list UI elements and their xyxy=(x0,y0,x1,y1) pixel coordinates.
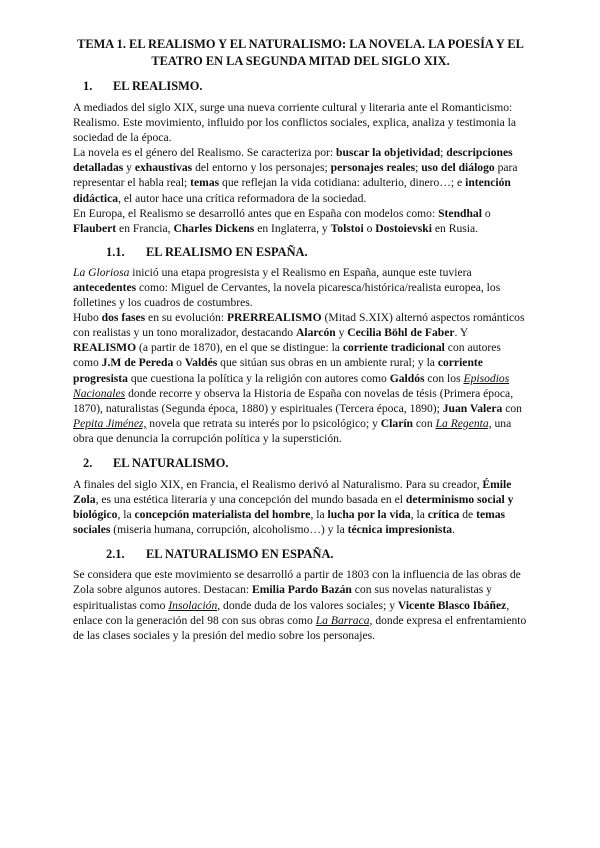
section-heading-text: EL NATURALISMO EN ESPAÑA. xyxy=(146,547,334,562)
section-number: 2. xyxy=(83,455,93,470)
bold-term: crítica xyxy=(427,508,460,522)
author-name: Juan Valera xyxy=(442,401,503,415)
document-page xyxy=(73,36,528,643)
author-name: Vicente Blasco Ibáñez xyxy=(397,598,507,612)
author-name: Tolstoi xyxy=(330,221,364,235)
text-run: donde recorre y observa la Historia de España con novelas de tésis (Primera época, 1870), naturalistas (Segunda época, 1880) y espirituales (Tercera época, 1890); xyxy=(73,386,514,415)
bold-term: corriente progresista xyxy=(73,356,483,385)
text-run: y xyxy=(123,161,135,175)
text-run: en Rusia. xyxy=(431,221,479,235)
text-run: en su evolución: xyxy=(145,311,227,325)
text-run: A finales del siglo XIX, en Francia, el Realismo derivó al Naturalismo. Para su creador, xyxy=(73,477,483,491)
text-run: inició una etapa progresista y el Realismo en España, aunque este tuviera xyxy=(129,265,472,279)
author-name: Alarcón xyxy=(295,326,336,340)
paragraph-realismo-novela xyxy=(73,145,528,205)
text-run: . xyxy=(452,523,456,537)
section-heading-text: EL REALISMO. xyxy=(113,79,203,93)
text-run: con los xyxy=(424,371,464,385)
section-heading-realismo-espana xyxy=(73,244,528,260)
work-title: La Regenta, xyxy=(435,416,492,430)
author-name: Clarín xyxy=(380,416,414,430)
text-run: , la xyxy=(117,508,135,522)
paragraph-fases xyxy=(73,310,528,446)
text-run: y xyxy=(335,326,348,340)
bold-term: PRERREALISMO xyxy=(226,311,322,325)
work-title: Insolación, xyxy=(168,598,221,612)
section-heading-text: EL REALISMO EN ESPAÑA. xyxy=(146,244,308,259)
bold-term: dos fases xyxy=(101,311,146,325)
bold-term: personajes reales xyxy=(330,161,416,175)
section-number: 2.1. xyxy=(106,547,125,562)
text-run: En Europa, el Realismo se desarrolló antes que en España con modelos como: xyxy=(73,206,439,220)
paragraph-naturalismo-espana xyxy=(73,567,528,642)
text-run: en Francia, xyxy=(116,221,174,235)
section-number: 1.1. xyxy=(106,244,125,259)
section-heading-naturalismo-espana xyxy=(73,546,528,562)
bold-term: lucha por la vida xyxy=(327,508,411,522)
author-name: Galdós xyxy=(389,371,425,385)
bold-term: temas xyxy=(190,176,220,190)
section-heading-naturalismo xyxy=(73,455,528,471)
bold-term: técnica impresionista xyxy=(347,523,453,537)
bold-term: corriente tradicional xyxy=(342,341,445,355)
text-run: , es una estética literaria y una concepción del mundo basada en el xyxy=(95,493,406,507)
bold-term: descripciones detalladas xyxy=(73,146,513,175)
section-heading-text: EL NATURALISMO. xyxy=(113,455,229,470)
text-run: (a partir de 1870), en el que se distingue: la xyxy=(136,341,343,355)
bold-term: intención didáctica xyxy=(73,176,511,205)
author-name: Emilia Pardo Bazán xyxy=(252,583,352,597)
text-run: o xyxy=(481,206,491,220)
author-name: J.M de Pereda xyxy=(101,356,174,370)
text-run: que sitúan sus obras en un ambiente rural; y la xyxy=(217,356,438,370)
author-name: Flaubert xyxy=(73,221,117,235)
text-run: que reflejan la vida cotidiana: adulterio, dinero…; e xyxy=(219,176,466,190)
document-title: TEMA 1. EL REALISMO Y EL NATURALISMO: LA NOVELA. LA POESÍA Y EL TEATRO EN LA SEGUNDA MITAD DEL SIGLO XIX. xyxy=(77,37,524,68)
text-run: como: Miguel de Cervantes, la novela picaresca/histórica/realista europea, los folletines y los cuadros de costumbres. xyxy=(73,280,501,310)
bold-term: buscar la objetividad xyxy=(336,146,441,160)
bold-term: determinismo social y biológico xyxy=(73,493,514,522)
text-run: Se considera que este movimiento se desarrolló a partir de 1803 con la influencia de las obras de Zola sobre algunos autores. Destacan: xyxy=(73,568,521,597)
text-run: con sus novelas naturalistas y espiritualistas como xyxy=(73,583,492,612)
bold-term: REALISMO xyxy=(73,341,137,355)
section-number: 1. xyxy=(83,79,93,93)
text-run: ; xyxy=(415,161,422,175)
author-name: Stendhal xyxy=(438,206,482,220)
paragraph-gloriosa xyxy=(73,265,528,310)
text-run: para representar el habla real; xyxy=(73,161,518,190)
author-name: Charles Dickens xyxy=(173,221,255,235)
text-run: una obra que denuncia la corrupción política y la superstición. xyxy=(73,416,512,445)
paragraph-realismo-europa xyxy=(73,206,528,236)
text-run: (Mitad S.XIX) alternó aspectos románticos con realistas y un tono moralizador, destacando xyxy=(73,311,525,340)
text-run: ; xyxy=(440,146,447,160)
text-run: , el autor hace una crítica reformadora de la sociedad. xyxy=(118,191,367,205)
paragraph-realismo-intro: A mediados del siglo XIX, surge una nueva corriente cultural y literaria ante el Romanticismo: Realismo. Este movimiento, influido por los conflictos sociales, explica, analiza y testimonia la sociedad de la época. xyxy=(73,101,517,145)
bold-term: antecedentes xyxy=(73,280,137,294)
text-run: donde duda de los valores sociales; y xyxy=(220,598,398,612)
paragraph-naturalismo xyxy=(73,477,528,537)
text-run: . Y xyxy=(454,326,468,340)
italic-term: La Gloriosa xyxy=(73,265,130,279)
author-name: Valdés xyxy=(184,356,218,370)
author-name: Dostoievski xyxy=(375,221,432,235)
text-run: con xyxy=(413,416,436,430)
work-title: La Barraca, xyxy=(315,613,373,627)
section-heading-realismo xyxy=(73,78,528,94)
text-run: , enlace con la generación del 98 con sus obras como xyxy=(73,598,510,627)
text-run: de xyxy=(459,508,477,522)
text-run: donde expresa el enfrentamiento de las clases sociales y la presión del medio sobre los personajes. xyxy=(73,613,527,642)
text-run: con xyxy=(502,401,522,415)
text-run: con autores como xyxy=(73,341,501,370)
text-run: novela que retrata su interés por lo psicológico; y xyxy=(146,416,381,430)
text-run: Hubo xyxy=(73,311,102,325)
text-run: o xyxy=(363,221,376,235)
text-run: , la xyxy=(410,508,428,522)
bold-term: uso del diálogo xyxy=(421,161,495,175)
author-name: Émile Zola xyxy=(73,477,512,507)
work-title: Pepita Jiménez, xyxy=(73,416,147,430)
text-run: La novela es el género del Realismo. Se caracteriza por: xyxy=(73,146,336,160)
text-run: en Inglaterra, y xyxy=(254,221,331,235)
author-name: Cecilia Böhl de Faber xyxy=(347,326,455,340)
bold-term: temas sociales xyxy=(73,508,506,537)
text-run: del entorno y los personajes; xyxy=(192,161,331,175)
bold-term: concepción materialista del hombre xyxy=(134,508,311,522)
text-run: o xyxy=(173,356,185,370)
work-title: Episodios Nacionales xyxy=(73,371,510,400)
text-run: , la xyxy=(310,508,328,522)
text-run: que cuestiona la política y la religión con autores como xyxy=(127,371,390,385)
bold-term: exhaustivas xyxy=(134,161,193,175)
text-run: (miseria humana, corrupción, alcoholismo…) y la xyxy=(110,523,348,537)
